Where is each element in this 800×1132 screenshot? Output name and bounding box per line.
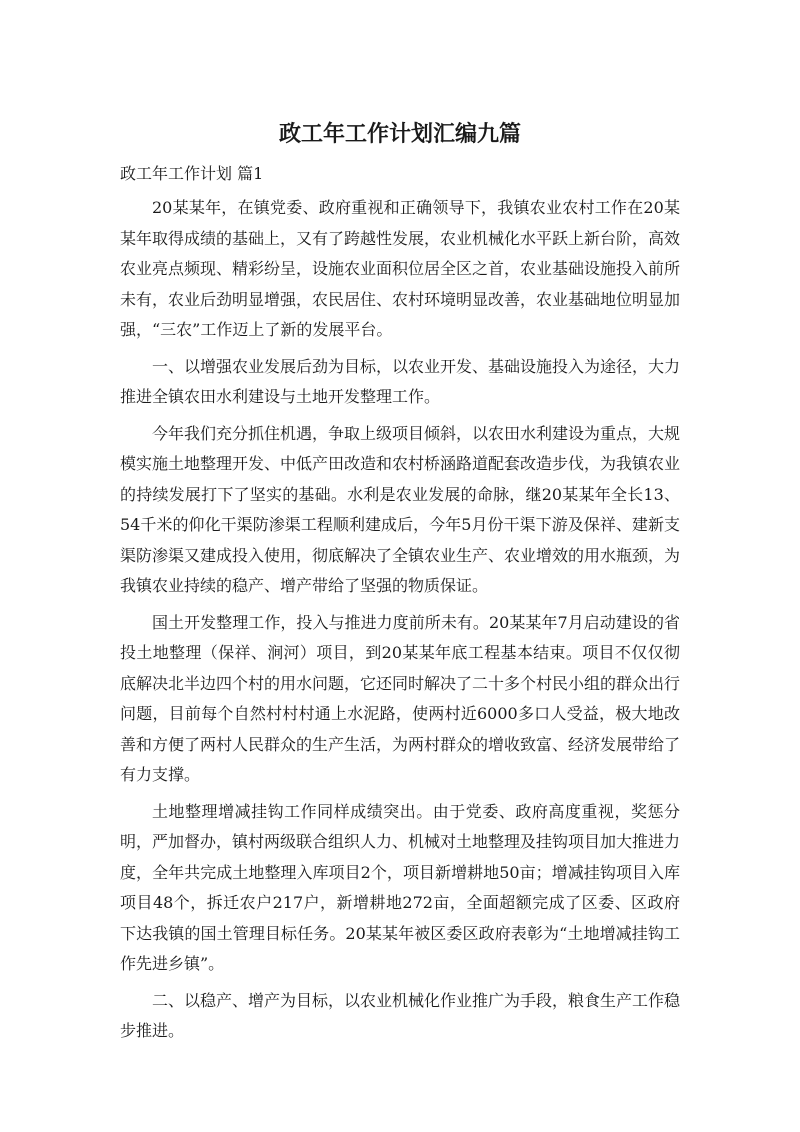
document-subtitle: 政工年工作计划 篇1 xyxy=(120,164,264,183)
paragraph-land-linkage: 土地整理增减挂钩工作同样成绩突出。由于党委、政府高度重视，奖惩分明，严加督办，镇村两级联合组织人力、机械对土地整理及挂钩项目加大推进力度，全年共完成土地整理入库项目2个，项目新增耕地50亩；增减挂钩项目入库项目48个，拆迁农户217户，新增耕地272亩，全面超额完成了区委、区政府下达我镇的国土管理目标任务。20某某年被区委区政府表彰为“土地增减挂钩工作先进乡镇”。 xyxy=(120,801,681,973)
paragraph-intro: 20某某年，在镇党委、政府重视和正确领导下，我镇农业农村工作在20某某年取得成绩的基础上，又有了跨越性发展，农业机械化水平跃上新台阶，高效农业亮点频现、精彩纷呈，设施农业面积位居全区之首，农业基础设施投入前所未有，农业后劲明显增强，农民居住、农村环境明显改善，农业基础地位明显加强，“三农”工作迈上了新的发展平台。 xyxy=(120,198,681,339)
document-body xyxy=(120,193,680,1053)
paragraph-section-2-heading: 二、以稳产、增产为目标，以农业机械化作业推广为手段，粮食生产工作稳步推进。 xyxy=(120,990,681,1040)
paragraph-section-1-heading: 一、以增强农业发展后劲为目标，以农业开发、基础设施投入为途径，大力推进全镇农田水利建设与土地开发整理工作。 xyxy=(120,356,681,406)
paragraph-land-development: 国土开发整理工作，投入与推进力度前所未有。20某某年7月启动建设的省投土地整理（保祥、涧河）项目，到20某某年底工程基本结束。项目不仅仅彻底解决北半边四个村的用水问题，它还同时解决了二十多个村民小组的群众出行问题，目前每个自然村村村通上水泥路，使两村近6000多口人受益，极大地改善和方便了两村人民群众的生产生活，为两村群众的增收致富、经济发展带给了有力支撑。 xyxy=(120,612,681,784)
document-title: 政工年工作计划汇编九篇 xyxy=(278,122,521,147)
paragraph-water-conservancy: 今年我们充分抓住机遇，争取上级项目倾斜，以农田水利建设为重点，大规模实施土地整理开发、中低产田改造和农村桥涵路道配套改造步伐，为我镇农业的持续发展打下了坚实的基础。水利是农业发展的命脉，继20某某年全长13、54千米的仰化干渠防渗渠工程顺利建成后，今年5月份干渠下游及保祥、建新支渠防渗渠又建成投入使用，彻底解决了全镇农业生产、农业增效的用水瓶颈，为我镇农业持续的稳产、增产带给了坚强的物质保证。 xyxy=(120,423,681,595)
